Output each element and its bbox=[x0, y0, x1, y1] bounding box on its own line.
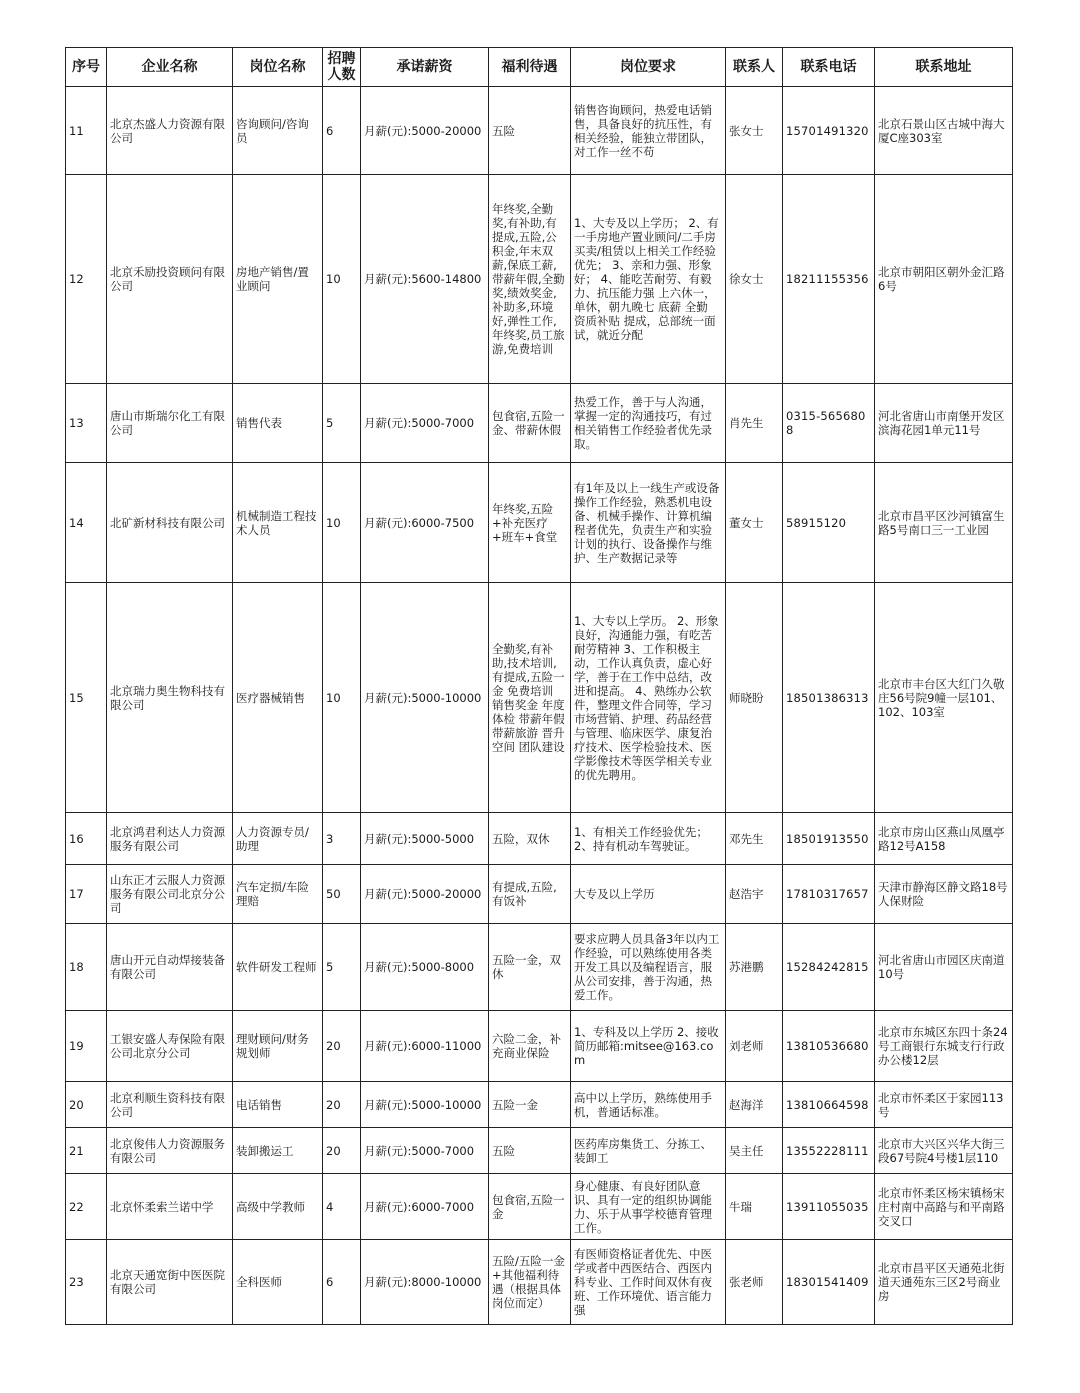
cell-num: 13 bbox=[66, 384, 107, 463]
cell-count: 10 bbox=[323, 175, 361, 384]
cell-contact: 邓先生 bbox=[726, 813, 783, 865]
cell-requirements: 有医师资格证者优先、中医学或者中西医结合、西医内科专业、工作时间双休有夜班、工作环境优、语言能力强 bbox=[571, 1240, 726, 1325]
cell-requirements: 1、大专以上学历。 2、形象良好，沟通能力强，有吃苦耐劳精神 3、工作积极主动，工作认真负责，虚心好学，善于在工作中总结，改进和提高。 4、熟练办公软件，整理文件合同等，学习市场营销、护理、药品经营与管理、临床医学、康复治疗技术、医学检验技术、医学影像技术等医学相关专业的优先聘用。 bbox=[571, 583, 726, 813]
header-address: 联系地址 bbox=[875, 48, 1013, 87]
cell-address: 北京市昌平区沙河镇富生路5号南口三一工业园 bbox=[875, 463, 1013, 583]
cell-salary: 月薪(元):5000-20000 bbox=[361, 865, 489, 924]
cell-requirements: 要求应聘人员具备3年以内工作经验，可以熟练使用各类开发工具以及编程语言，服从公司安排，善于沟通，热爱工作。 bbox=[571, 924, 726, 1011]
cell-salary: 月薪(元):5000-7000 bbox=[361, 384, 489, 463]
cell-count: 50 bbox=[323, 865, 361, 924]
cell-company: 北京鸿君利达人力资源服务有限公司 bbox=[107, 813, 233, 865]
table-row bbox=[66, 1174, 1013, 1240]
cell-num: 15 bbox=[66, 583, 107, 813]
table-row bbox=[66, 1128, 1013, 1174]
cell-salary: 月薪(元):6000-7000 bbox=[361, 1174, 489, 1240]
cell-position: 理财顾问/财务规划师 bbox=[233, 1011, 323, 1082]
cell-salary: 月薪(元):5600-14800 bbox=[361, 175, 489, 384]
cell-num: 20 bbox=[66, 1082, 107, 1128]
cell-phone: 18501386313 bbox=[783, 583, 875, 813]
cell-position: 咨询顾问/咨询员 bbox=[233, 87, 323, 175]
cell-contact: 赵海洋 bbox=[726, 1082, 783, 1128]
cell-address: 河北省唐山市园区庆南道10号 bbox=[875, 924, 1013, 1011]
cell-address: 天津市静海区静文路18号人保财险 bbox=[875, 865, 1013, 924]
cell-position: 销售代表 bbox=[233, 384, 323, 463]
cell-company: 北京俊伟人力资源服务有限公司 bbox=[107, 1128, 233, 1174]
cell-num: 11 bbox=[66, 87, 107, 175]
cell-count: 5 bbox=[323, 384, 361, 463]
table-row bbox=[66, 1011, 1013, 1082]
cell-num: 16 bbox=[66, 813, 107, 865]
table-row bbox=[66, 87, 1013, 175]
cell-position: 医疗器械销售 bbox=[233, 583, 323, 813]
cell-position: 全科医师 bbox=[233, 1240, 323, 1325]
cell-count: 6 bbox=[323, 87, 361, 175]
cell-phone: 13911055035 bbox=[783, 1174, 875, 1240]
table-row bbox=[66, 1240, 1013, 1325]
cell-company: 北京怀柔索兰诺中学 bbox=[107, 1174, 233, 1240]
cell-phone: 13552228111 bbox=[783, 1128, 875, 1174]
cell-contact: 董女士 bbox=[726, 463, 783, 583]
cell-benefits: 有提成,五险,有饭补 bbox=[489, 865, 571, 924]
table-body bbox=[66, 87, 1013, 1325]
cell-requirements: 1、有相关工作经验优先； 2、持有机动车驾驶证。 bbox=[571, 813, 726, 865]
cell-requirements: 大专及以上学历 bbox=[571, 865, 726, 924]
cell-benefits: 年终奖,五险+补充医疗+班车+食堂 bbox=[489, 463, 571, 583]
cell-address: 北京市昌平区天通苑北街道天通苑东三区2号商业房 bbox=[875, 1240, 1013, 1325]
cell-address: 北京市怀柔区于家园113号 bbox=[875, 1082, 1013, 1128]
cell-position: 房地产销售/置业顾问 bbox=[233, 175, 323, 384]
cell-num: 19 bbox=[66, 1011, 107, 1082]
table-row bbox=[66, 583, 1013, 813]
header-salary: 承诺薪资 bbox=[361, 48, 489, 87]
table-row bbox=[66, 463, 1013, 583]
cell-count: 10 bbox=[323, 583, 361, 813]
cell-contact: 苏港鹏 bbox=[726, 924, 783, 1011]
cell-count: 20 bbox=[323, 1128, 361, 1174]
cell-address: 北京市丰台区大红门久敬庄56号院9幢一层101、102、103室 bbox=[875, 583, 1013, 813]
table-row bbox=[66, 384, 1013, 463]
cell-company: 唐山市斯瑞尔化工有限公司 bbox=[107, 384, 233, 463]
cell-num: 12 bbox=[66, 175, 107, 384]
cell-phone: 18301541409 bbox=[783, 1240, 875, 1325]
cell-company: 北矿新材科技有限公司 bbox=[107, 463, 233, 583]
cell-benefits: 年终奖,全勤奖,有补助,有提成,五险,公积金,年末双薪,保底工薪,带薪年假,全勤奖,绩效奖金,补助多,环境好,弹性工作,年终奖,员工旅游,免费培训 bbox=[489, 175, 571, 384]
table-row bbox=[66, 865, 1013, 924]
cell-count: 4 bbox=[323, 1174, 361, 1240]
cell-benefits: 五险 bbox=[489, 87, 571, 175]
cell-contact: 赵浩宇 bbox=[726, 865, 783, 924]
cell-contact: 徐女士 bbox=[726, 175, 783, 384]
cell-contact: 张女士 bbox=[726, 87, 783, 175]
cell-requirements: 销售咨询顾问，热爱电话销售，具备良好的抗压性，有相关经验，能独立带团队，对工作一丝不苟 bbox=[571, 87, 726, 175]
cell-contact: 肖先生 bbox=[726, 384, 783, 463]
cell-benefits: 六险二金，补充商业保险 bbox=[489, 1011, 571, 1082]
cell-benefits: 包食宿,五险一金、带薪休假 bbox=[489, 384, 571, 463]
cell-company: 唐山开元自动焊接装备有限公司 bbox=[107, 924, 233, 1011]
cell-salary: 月薪(元):5000-10000 bbox=[361, 583, 489, 813]
cell-phone: 15701491320 bbox=[783, 87, 875, 175]
cell-salary: 月薪(元):5000-5000 bbox=[361, 813, 489, 865]
cell-position: 高级中学教师 bbox=[233, 1174, 323, 1240]
cell-phone: 13810664598 bbox=[783, 1082, 875, 1128]
cell-position: 汽车定损/车险理赔 bbox=[233, 865, 323, 924]
cell-address: 北京市怀柔区杨宋镇杨宋庄村南中高路与和平南路交叉口 bbox=[875, 1174, 1013, 1240]
table-row bbox=[66, 1082, 1013, 1128]
table-row bbox=[66, 924, 1013, 1011]
cell-address: 北京市房山区燕山凤凰亭路12号A158 bbox=[875, 813, 1013, 865]
cell-salary: 月薪(元):6000-11000 bbox=[361, 1011, 489, 1082]
cell-benefits: 包食宿,五险一金 bbox=[489, 1174, 571, 1240]
cell-phone: 15284242815 bbox=[783, 924, 875, 1011]
cell-address: 北京石景山区古城中海大厦C座303室 bbox=[875, 87, 1013, 175]
cell-contact: 刘老师 bbox=[726, 1011, 783, 1082]
cell-phone: 0315-5656808 bbox=[783, 384, 875, 463]
cell-count: 5 bbox=[323, 924, 361, 1011]
cell-num: 21 bbox=[66, 1128, 107, 1174]
cell-contact: 牛瑞 bbox=[726, 1174, 783, 1240]
cell-salary: 月薪(元):5000-7000 bbox=[361, 1128, 489, 1174]
header-count: 招聘人数 bbox=[323, 48, 361, 87]
cell-benefits: 五险一金 bbox=[489, 1082, 571, 1128]
cell-company: 山东正才云服人力资源服务有限公司北京分公司 bbox=[107, 865, 233, 924]
cell-benefits: 五险 bbox=[489, 1128, 571, 1174]
cell-benefits: 五险，双休 bbox=[489, 813, 571, 865]
cell-requirements: 高中以上学历，熟练使用手机，普通话标准。 bbox=[571, 1082, 726, 1128]
cell-phone: 58915120 bbox=[783, 463, 875, 583]
cell-num: 22 bbox=[66, 1174, 107, 1240]
cell-requirements: 1、大专及以上学历； 2、有一手房地产置业顾问/二手房买卖/租赁以上相关工作经验优先； 3、亲和力强、形象好； 4、能吃苦耐劳、有毅力、抗压能力强 上六休一，单休，朝九晚七 底薪 全勤 资质补贴 提成，总部统一面试，就近分配 bbox=[571, 175, 726, 384]
header-num: 序号 bbox=[66, 48, 107, 87]
cell-phone: 17810317657 bbox=[783, 865, 875, 924]
cell-address: 河北省唐山市南堡开发区滨海花园1单元11号 bbox=[875, 384, 1013, 463]
cell-company: 北京利顺生资科技有限公司 bbox=[107, 1082, 233, 1128]
cell-count: 10 bbox=[323, 463, 361, 583]
cell-num: 18 bbox=[66, 924, 107, 1011]
cell-requirements: 医药库房集货工、分拣工、装卸工 bbox=[571, 1128, 726, 1174]
header-requirements: 岗位要求 bbox=[571, 48, 726, 87]
cell-benefits: 五险一金，双休 bbox=[489, 924, 571, 1011]
cell-position: 软件研发工程师 bbox=[233, 924, 323, 1011]
cell-phone: 18211155356 bbox=[783, 175, 875, 384]
header-position: 岗位名称 bbox=[233, 48, 323, 87]
cell-requirements: 有1年及以上一线生产或设备操作工作经验，熟悉机电设备、机械手操作、计算机编程者优先，负责生产和实验计划的执行、设备操作与维护、生产数据记录等 bbox=[571, 463, 726, 583]
cell-salary: 月薪(元):5000-8000 bbox=[361, 924, 489, 1011]
header-row bbox=[66, 48, 1013, 87]
table-row bbox=[66, 175, 1013, 384]
cell-salary: 月薪(元):5000-10000 bbox=[361, 1082, 489, 1128]
cell-position: 装卸搬运工 bbox=[233, 1128, 323, 1174]
header-benefits: 福利待遇 bbox=[489, 48, 571, 87]
header-phone: 联系电话 bbox=[783, 48, 875, 87]
cell-company: 北京瑞力奥生物科技有限公司 bbox=[107, 583, 233, 813]
cell-position: 电话销售 bbox=[233, 1082, 323, 1128]
cell-contact: 张老师 bbox=[726, 1240, 783, 1325]
cell-company: 北京天通宽街中医医院有限公司 bbox=[107, 1240, 233, 1325]
recruitment-table bbox=[65, 47, 1013, 1325]
cell-contact: 吴主任 bbox=[726, 1128, 783, 1174]
cell-salary: 月薪(元):6000-7500 bbox=[361, 463, 489, 583]
header-company: 企业名称 bbox=[107, 48, 233, 87]
header-contact: 联系人 bbox=[726, 48, 783, 87]
cell-requirements: 1、专科及以上学历 2、接收简历邮箱:mitsee@163.com bbox=[571, 1011, 726, 1082]
cell-contact: 师晓盼 bbox=[726, 583, 783, 813]
cell-requirements: 热爱工作，善于与人沟通，掌握一定的沟通技巧，有过相关销售工作经验者优先录取。 bbox=[571, 384, 726, 463]
cell-position: 人力资源专员/助理 bbox=[233, 813, 323, 865]
cell-phone: 13810536680 bbox=[783, 1011, 875, 1082]
cell-company: 北京禾励投资顾问有限公司 bbox=[107, 175, 233, 384]
cell-count: 20 bbox=[323, 1011, 361, 1082]
cell-address: 北京市大兴区兴华大街三段67号院4号楼1层110 bbox=[875, 1128, 1013, 1174]
cell-count: 20 bbox=[323, 1082, 361, 1128]
cell-num: 14 bbox=[66, 463, 107, 583]
cell-num: 23 bbox=[66, 1240, 107, 1325]
cell-benefits: 全勤奖,有补助,技术培训,有提成,五险一金 免费培训 销售奖金 年度体检 带薪年假 带薪旅游 晋升空间 团队建设 bbox=[489, 583, 571, 813]
cell-company: 北京杰盛人力资源有限公司 bbox=[107, 87, 233, 175]
cell-company: 工银安盛人寿保险有限公司北京分公司 bbox=[107, 1011, 233, 1082]
cell-benefits: 五险/五险一金+其他福利待遇（根据具体岗位而定） bbox=[489, 1240, 571, 1325]
cell-address: 北京市朝阳区朝外金汇路6号 bbox=[875, 175, 1013, 384]
cell-salary: 月薪(元):5000-20000 bbox=[361, 87, 489, 175]
table-row bbox=[66, 813, 1013, 865]
cell-address: 北京市东城区东四十条24号工商银行东城支行行政办公楼12层 bbox=[875, 1011, 1013, 1082]
cell-position: 机械制造工程技术人员 bbox=[233, 463, 323, 583]
cell-requirements: 身心健康、有良好团队意识、具有一定的组织协调能力、乐于从事学校德育管理工作。 bbox=[571, 1174, 726, 1240]
cell-num: 17 bbox=[66, 865, 107, 924]
cell-salary: 月薪(元):8000-10000 bbox=[361, 1240, 489, 1325]
cell-phone: 18501913550 bbox=[783, 813, 875, 865]
cell-count: 6 bbox=[323, 1240, 361, 1325]
cell-count: 3 bbox=[323, 813, 361, 865]
